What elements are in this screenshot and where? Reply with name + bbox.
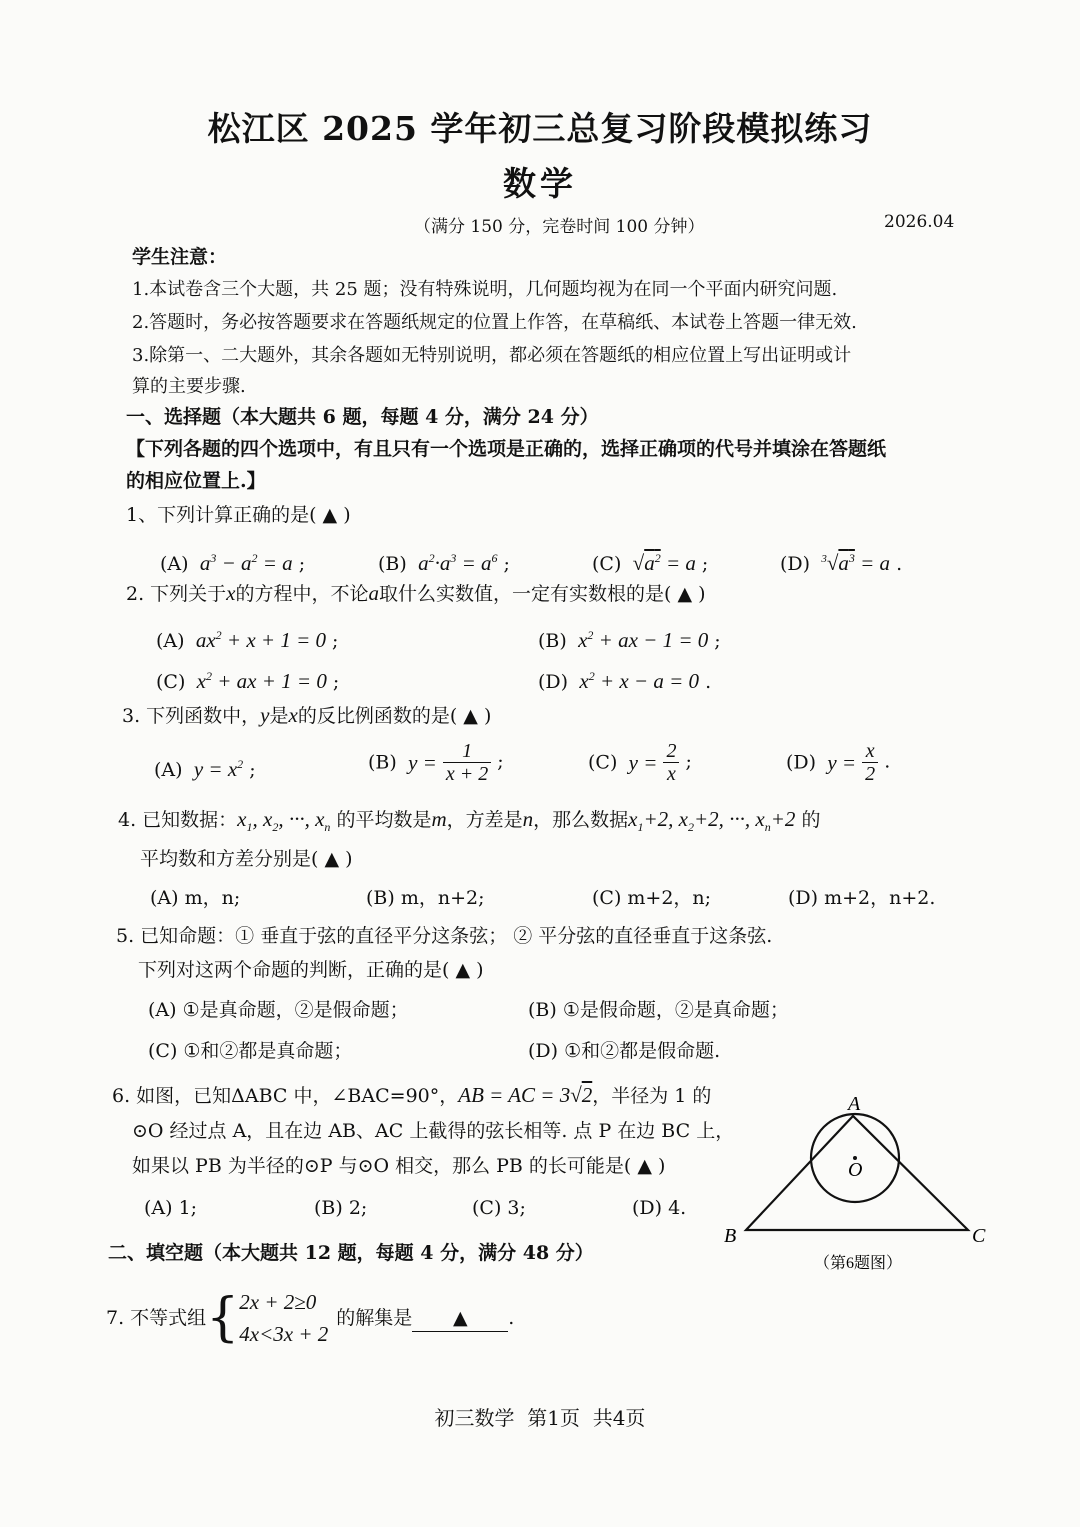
q2-option-b-label: (B)	[538, 630, 567, 652]
section1-heading: 一、选择题（本大题共 6 题，每题 4 分，满分 24 分）	[126, 406, 599, 428]
q2-stem-c: 取什么实数值，一定有实数根的是( ▲ )	[379, 583, 706, 605]
figure-caption: （第6题图）	[814, 1255, 903, 1272]
q1-option-a: (A) $a^3 - a^2 = a$ ;	[160, 551, 306, 575]
q3-option-c-y: y =	[623, 750, 658, 775]
notice-item-2: 2.答题时，务必按答题要求在答题纸规定的位置上作答，在草稿纸、本试卷上答题一律无效.	[132, 312, 857, 333]
q2-option-d: (D) $x^2 + x - a = 0$ .	[538, 669, 712, 693]
q2-var-x: x	[226, 581, 236, 605]
q1-option-a-formula: $a^3 - a^2 = a$	[194, 551, 293, 575]
notice-item-3b: 算的主要步骤.	[132, 376, 246, 397]
q7-inequality-1: 2x + 2≥0	[239, 1290, 317, 1314]
q1-stem: 1、下列计算正确的是( ▲ )	[126, 504, 351, 526]
notice-item-3a: 3.除第一、二大题外，其余各题如无特别说明，都必须在答题纸的相应位置上写出证明或计	[132, 345, 852, 366]
q3-option-b-fraction: $\frac{1}{x + 2}$	[443, 740, 491, 785]
q6-figure	[718, 1088, 998, 1278]
q6-option-d: (D) 4.	[632, 1197, 687, 1219]
q4-option-d: (D) m+2，n+2.	[788, 887, 936, 909]
q3-option-d-fraction: $\frac{x}{2}$	[862, 740, 878, 785]
q3-option-a-label: (A)	[154, 759, 183, 781]
q2-stem-a: 2. 下列关于	[126, 583, 227, 605]
q3-option-b: (B) y = $\frac{1}{x + 2}$ ;	[368, 740, 504, 785]
q5-option-a: (A) ①是真命题，②是假命题；	[148, 999, 409, 1021]
q4-data-list: $x_1$, $x_2$, ···, $x_n$	[237, 807, 331, 835]
label-c: C	[972, 1225, 986, 1247]
q1-option-c-formula: $√a^2 = a$	[627, 551, 696, 575]
notice-heading: 学生注意：	[132, 246, 228, 268]
q4-stem-2: 平均数和方差分别是( ▲ )	[140, 848, 353, 870]
q6-option-c: (C) 3;	[472, 1197, 526, 1219]
q1-option-b-formula: $a^2\cdot a^3 = a^6$	[412, 551, 498, 575]
label-o: O	[848, 1159, 863, 1181]
q7-suffix: 的解集是	[336, 1307, 413, 1329]
q2-option-b: (B) $x^2$ + ax − 1 = 0 ;	[538, 628, 721, 652]
q2-var-a: a	[368, 581, 380, 605]
q2-option-b-formula: $x^2$ + ax − 1 = 0	[572, 628, 709, 652]
q1-option-c-label: (C)	[592, 553, 622, 575]
q2-option-a-formula: $ax^2 + x + 1 = 0$	[190, 628, 327, 652]
q2-option-a: (A) $ax^2 + x + 1 = 0$ ;	[156, 628, 339, 652]
q3-option-d-y: y =	[822, 750, 857, 775]
q2-stem	[126, 580, 706, 607]
q2-option-c: (C) $x^2$ + ax + 1 = 0 ;	[156, 669, 340, 693]
q4-stem-c: ，方差是	[446, 809, 523, 831]
q1-option-d-formula: $^3√a^3 = a$	[821, 551, 891, 575]
q3-option-a: (A) $y = x^2$ ;	[154, 757, 256, 781]
label-a: A	[848, 1093, 861, 1115]
q4-stem-a: 4. 已知数据：	[118, 809, 238, 831]
q2-stem-b: 的方程中，不论	[235, 583, 369, 605]
q6-line-1	[112, 1082, 711, 1109]
q3-option-d-label: (D)	[786, 751, 817, 774]
q6-option-b: (B) 2;	[314, 1197, 368, 1219]
q7-brace: {	[206, 1288, 240, 1348]
q5-option-b: (B) ①是假命题，②是真命题；	[528, 999, 789, 1021]
q5-stem-2: 下列对这两个命题的判断，正确的是( ▲ )	[138, 959, 484, 981]
q4-var-m: m	[431, 807, 447, 831]
section1-instruction-b: 的相应位置上.】	[126, 470, 266, 492]
q3-stem	[122, 702, 491, 729]
q7-system	[239, 1286, 328, 1350]
exam-date: 2026.04	[884, 212, 955, 232]
q6-line-3: 如果以 PB 为半径的⊙P 与⊙O 相交，那么 PB 的长可能是( ▲ )	[132, 1155, 666, 1177]
q1-option-b: (B) $a^2\cdot a^3 = a^6$ ;	[378, 551, 510, 575]
label-b: B	[724, 1225, 737, 1247]
q3-stem-b: 是	[269, 705, 289, 727]
q2-option-c-formula: $x^2$ + ax + 1 = 0	[191, 669, 327, 693]
exam-info: （满分 150 分，完卷时间 100 分钟）	[414, 217, 705, 237]
q1-option-c: (C) $√a^2 = a$ ;	[592, 551, 709, 575]
q3-option-a-formula: $y = x^2$	[188, 757, 244, 781]
section2-heading: 二、填空题（本大题共 12 题，每题 4 分，满分 48 分）	[108, 1242, 594, 1264]
q3-option-c: (C) y = $\frac{2}{x}$ ;	[588, 740, 692, 785]
q3-option-b-y: y =	[402, 750, 437, 775]
q7-inequality-2: 4x<3x + 2	[239, 1322, 329, 1346]
q3-option-c-fraction: $\frac{2}{x}$	[663, 740, 679, 785]
q7	[106, 1286, 514, 1350]
q4-stem-d: ，那么数据	[533, 809, 629, 831]
q6-option-a: (A) 1;	[144, 1197, 198, 1219]
q1-option-d-label: (D)	[780, 553, 811, 575]
q7-prefix: 7. 不等式组	[106, 1307, 207, 1329]
notice-item-1: 1.本试卷含三个大题，共 25 题；没有特殊说明，几何题均视为在同一个平面内研究问题.	[132, 279, 838, 300]
q6-line-1b: ，半径为 1 的	[592, 1085, 712, 1107]
page-footer: 初三数学 第1页 共4页	[434, 1406, 646, 1430]
q4-stem-b: 的平均数是	[336, 809, 432, 831]
q4-stem	[118, 806, 820, 840]
q2-option-d-formula: $x^2 + x - a = 0$	[574, 669, 700, 693]
q4-option-b: (B) m，n+2;	[366, 887, 485, 909]
q3-option-d: (D) y = $\frac{x}{2}$ .	[786, 740, 891, 785]
q5-option-c: (C) ①和②都是真命题；	[148, 1040, 353, 1062]
exam-title: 松江区 2025 学年初三总复习阶段模拟练习	[207, 109, 873, 148]
q1-option-d: (D) $^3√a^3 = a$ .	[780, 551, 903, 575]
q2-option-d-label: (D)	[538, 671, 569, 693]
q3-stem-c: 的反比例函数的是( ▲ )	[297, 705, 492, 727]
q1-option-a-label: (A)	[160, 553, 189, 575]
subject-title: 数学	[503, 164, 577, 203]
q4-var-n: n	[522, 807, 534, 831]
q3-var-y: y	[260, 703, 270, 727]
q5-option-d: (D) ①和②都是假命题.	[528, 1040, 721, 1062]
q1-option-b-label: (B)	[378, 553, 407, 575]
q7-answer-blank: ▲	[412, 1305, 508, 1332]
q2-option-a-label: (A)	[156, 630, 185, 652]
section1-instruction-a: 【下列各题的四个选项中，有且只有一个选项是正确的，选择正确项的代号并填涂在答题纸	[126, 438, 887, 460]
q5-stem-1: 5. 已知命题：① 垂直于弦的直径平分这条弦； ② 平分弦的直径垂直于这条弦.	[116, 925, 773, 947]
q4-option-a: (A) m，n;	[150, 887, 241, 909]
q4-new-data-list: $x_1+2$, $x_2+2$, ···, $x_n+2$	[628, 807, 796, 835]
q2-option-c-label: (C)	[156, 671, 186, 693]
q4-option-c: (C) m+2，n;	[592, 887, 712, 909]
q6-line-1a: 6. 如图，已知ΔABC 中，∠BAC=90°，	[112, 1085, 459, 1107]
q4-stem-e: 的	[801, 809, 821, 831]
q3-option-c-label: (C)	[588, 751, 618, 774]
q3-stem-a: 3. 下列函数中，	[122, 705, 261, 727]
q6-side-formula: AB = AC = 3√2	[458, 1083, 593, 1107]
q6-line-2: ⊙O 经过点 A，且在边 AB、AC 上截得的弦长相等. 点 P 在边 BC 上，	[132, 1120, 735, 1142]
q3-var-x: x	[288, 703, 298, 727]
q3-option-b-label: (B)	[368, 751, 397, 774]
q7-end: .	[508, 1307, 515, 1329]
